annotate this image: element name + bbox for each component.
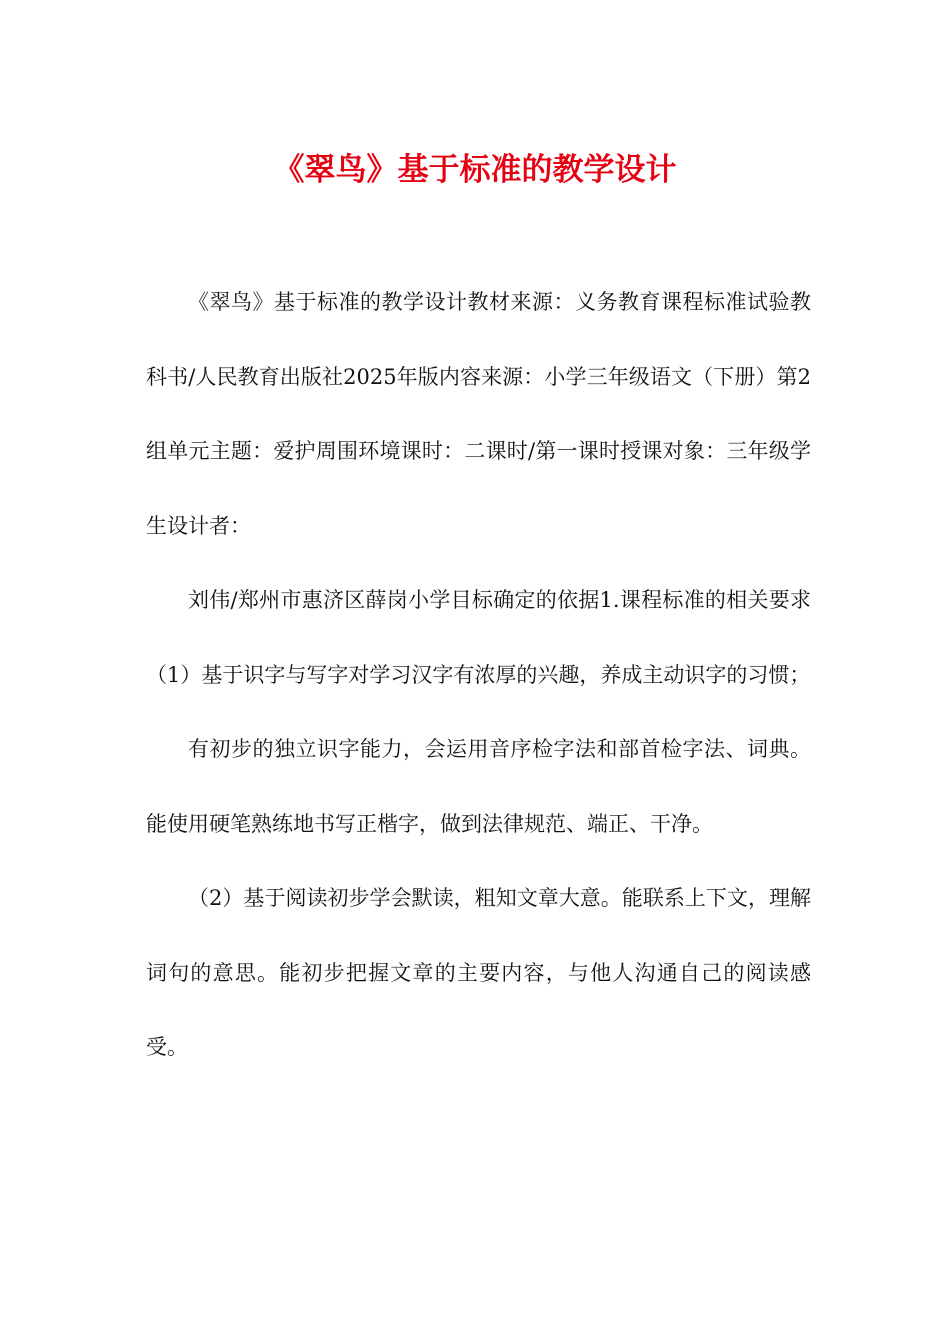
paragraph-1: 《翠鸟》基于标准的教学设计教材来源：义务教育课程标准试验教科书/人民教育出版社2025年版内容来源：小学三年级语文（下册）第2组单元主题：爱护周围环境课时：二课时/第一课时授课对象：三年级学生设计者： <box>146 290 811 538</box>
paragraph-4: （2）基于阅读初步学会默读，粗知文章大意。能联系上下文，理解词句的意思。能初步把握文章的主要内容，与他人沟通自己的阅读感受。 <box>146 886 811 1059</box>
document-title: 《翠鸟》基于标准的教学设计 <box>273 152 677 188</box>
document-body <box>146 265 811 1085</box>
paragraph-2: 刘伟/郑州市惠济区薛岗小学目标确定的依据1.课程标准的相关要求（1）基于识字与写字对学习汉字有浓厚的兴趣，养成主动识字的习惯； <box>146 588 811 687</box>
paragraph-3: 有初步的独立识字能力，会运用音序检字法和部首检字法、词典。能使用硬笔熟练地书写正楷字，做到法律规范、端正、干净。 <box>146 737 811 836</box>
